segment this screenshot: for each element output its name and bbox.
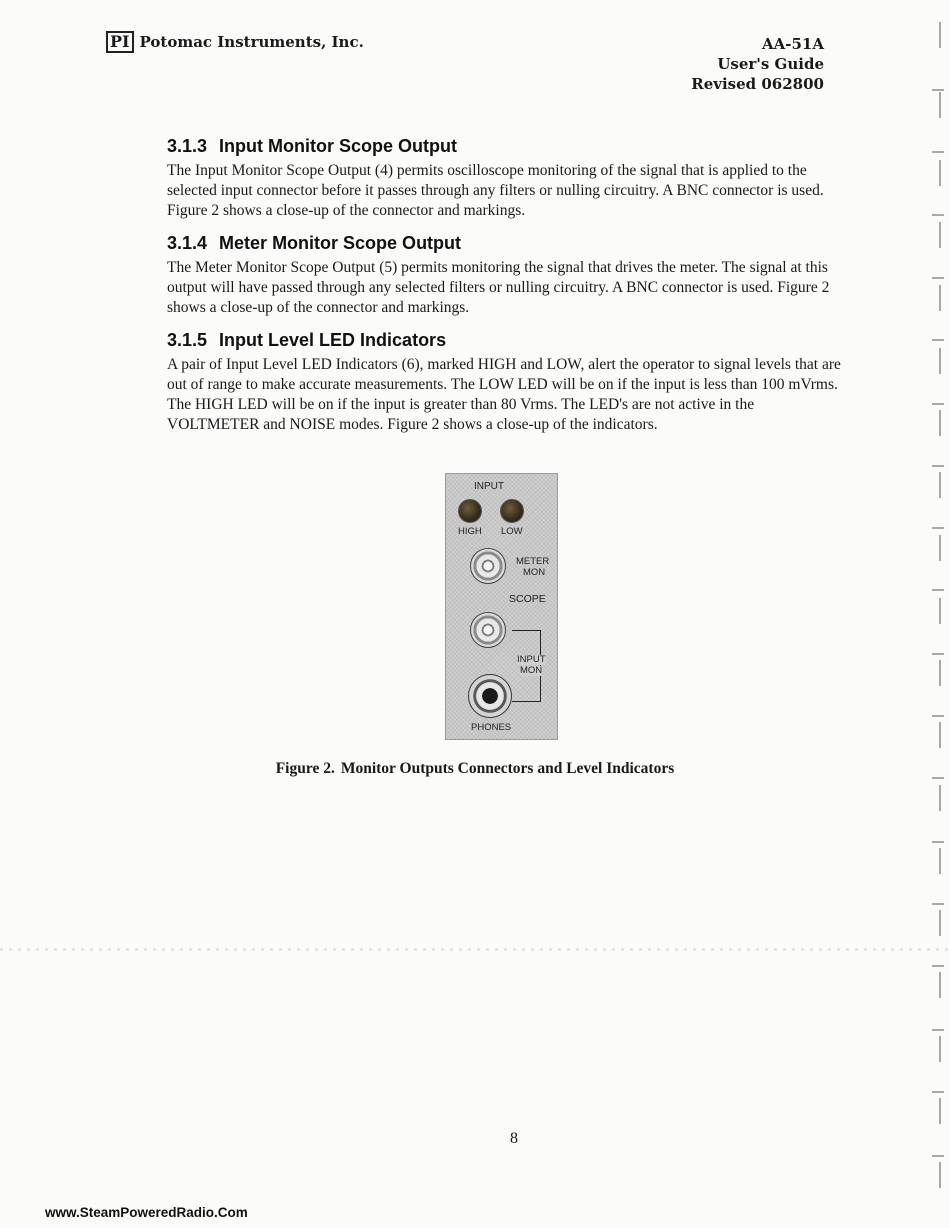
panel-label-low: LOW: [501, 526, 523, 537]
high-led-icon: [458, 499, 482, 523]
binder-edge-marks: [910, 0, 950, 1228]
revision: Revised 062800: [691, 75, 824, 93]
scan-artifact: [0, 948, 950, 951]
panel-label-meter: METER: [516, 556, 550, 567]
section-body: The Input Monitor Scope Output (4) permits oscilloscope monitoring of the signal that is applied to the selected input connector before it passes through any filters or nulling circuitry. A BNC connector is used. Figure 2 shows a close-up of the connector and markings.: [167, 162, 824, 219]
page-number: 8: [510, 1130, 518, 1147]
section-heading: [167, 134, 843, 158]
panel-label-high: HIGH: [458, 526, 482, 537]
figure-panel-photo: [445, 473, 558, 740]
company-name: Potomac Instruments, Inc.: [139, 33, 364, 51]
figure-caption-number: Figure 2.: [275, 760, 335, 777]
document-title: User's Guide: [717, 55, 824, 73]
panel-label-input-mon: MON: [520, 665, 543, 676]
panel-label-input-mon-top: INPUT: [517, 654, 546, 665]
panel-label-meter-mon: MON: [523, 567, 546, 578]
meter-mon-bnc-connector: [470, 548, 506, 584]
footer-url: www.SteamPoweredRadio.Com: [45, 1205, 248, 1220]
panel-label-input: INPUT: [474, 481, 504, 492]
section-body: The Meter Monitor Scope Output (5) permits monitoring the signal that drives the meter. The signal at this output will have passed through any selected filters or nulling circuitry. A BNC connector is used. Figure 2 shows a close-up of the connector and markings.: [167, 259, 830, 316]
model-number: AA-51A: [761, 35, 824, 53]
section-number: 3.1.5: [167, 330, 208, 350]
company-logo: PI: [106, 31, 134, 53]
section-title: Input Level LED Indicators: [219, 330, 447, 350]
low-led-icon: [500, 499, 524, 523]
figure-caption-text: Monitor Outputs Connectors and Level Indicators: [340, 760, 675, 777]
panel-label-scope: SCOPE: [509, 593, 546, 605]
section-number: 3.1.3: [167, 136, 208, 156]
section-3-1-4: [167, 231, 843, 318]
phones-jack-connector: [468, 674, 512, 718]
section-heading: [167, 231, 843, 255]
company-logo-block: [106, 31, 364, 53]
section-3-1-5: [167, 328, 843, 435]
section-number: 3.1.4: [167, 233, 208, 253]
panel-label-phones: PHONES: [471, 722, 512, 733]
section-heading: [167, 328, 843, 352]
figure-caption: [0, 760, 950, 778]
document-info: [691, 34, 824, 94]
section-title: Meter Monitor Scope Output: [219, 233, 462, 253]
input-mon-bnc-connector: [470, 612, 506, 648]
section-3-1-3: [167, 134, 843, 221]
main-content: [167, 134, 843, 445]
section-title: Input Monitor Scope Output: [219, 136, 458, 156]
section-body: A pair of Input Level LED Indicators (6), marked HIGH and LOW, alert the operator to signal levels that are out of range to make accurate measurements. The LOW LED will be on if the input is less than 100 mVrms. The HIGH LED will be on if the input is greater than 80 Vrms. The LED's are not active in the VOLTMETER and NOISE modes. Figure 2 shows a close-up of the indicators.: [167, 356, 841, 433]
